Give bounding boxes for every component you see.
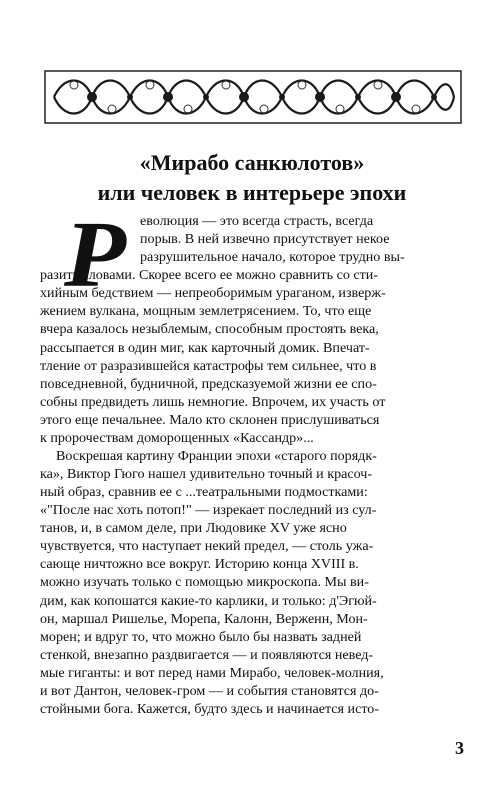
text-line: тление от разразившейся катастрофы тем сильнее, что в [40,357,377,374]
text-line: рассыпается в один миг, как карточный домик. Впечат- [40,339,370,356]
text-line: «"После нас хоть потоп!" — изрекает последний из сул- [40,502,377,519]
text-line: ка», Виктор Гюго нашел удивительно точный и красоч- [40,466,373,483]
text-line: к пророчествам доморощенных «Кассандр»... [40,429,314,446]
text-line: и вот Дантон, человек-гром — и события становятся до- [40,682,379,699]
text-line: дим, как копошатся какие-то карлики, и только: д'Эгюй- [40,592,377,609]
text-line: этого еще печальнее. Мало кто склонен прислушиваться [40,411,380,428]
text-line: собны предвидеть лишь немногие. Впрочем, их участь от [40,393,386,410]
text-line: чувствуется, что наступает некий предел, — столь ужа- [40,538,374,555]
text-line: ный образ, сравнив ее с ...театральными подмостками: [40,484,368,501]
text-line: разрушительное начало, которое трудно вы- [140,249,405,266]
text-line: стенкой, внезапно раздвигается — и появляются невед- [40,646,374,663]
chapter-title-line-2: или человек в интерьере эпохи [97,180,407,205]
text-line: Воскрешая картину Франции эпохи «старого порядк- [56,447,377,464]
text-line: хийным бедствием — непреоборимым ураганом, изверж- [40,285,386,302]
page-number: 3 [455,738,464,758]
text-line: вчера казалось незыблемым, способным простоять века, [40,321,379,338]
text-line: мые гиганты: и вот перед нами Мирабо, человек-молния, [40,664,384,681]
text-line: порыв. В ней извечно присутствует некое [140,231,390,248]
text-line: он, маршал Ришелье, Морепа, Калонн, Верженн, Мон- [40,610,368,627]
text-line: морен; и вдруг то, что можно было бы назвать задней [40,628,362,645]
text-line: сающе ничтожно все вокруг. Историю конца XVIII в. [40,556,359,573]
text-line: жением вулкана, мощным землетрясением. То, что еще [40,303,372,320]
text-line: танов, и, в самом деле, при Людовике XV уже ясно [40,520,347,537]
text-line: можно изучать только с помощью микроскопа. Мы ви- [40,574,369,591]
chapter-title-line-1: «Мирабо санкюлотов» [139,150,365,175]
text-line: еволюция — это всегда страсть, всегда [140,213,374,229]
text-line: разить словами. Скорее всего ее можно сравнить со сти- [40,267,379,284]
text-line: повседневной, будничной, предсказуемой жизни ее спо- [40,375,377,392]
drop-cap-letter: Р [64,203,127,307]
ornamental-header-band [44,70,462,124]
text-line: стойными бога. Кажется, будто здесь и начинается исто- [40,701,380,717]
